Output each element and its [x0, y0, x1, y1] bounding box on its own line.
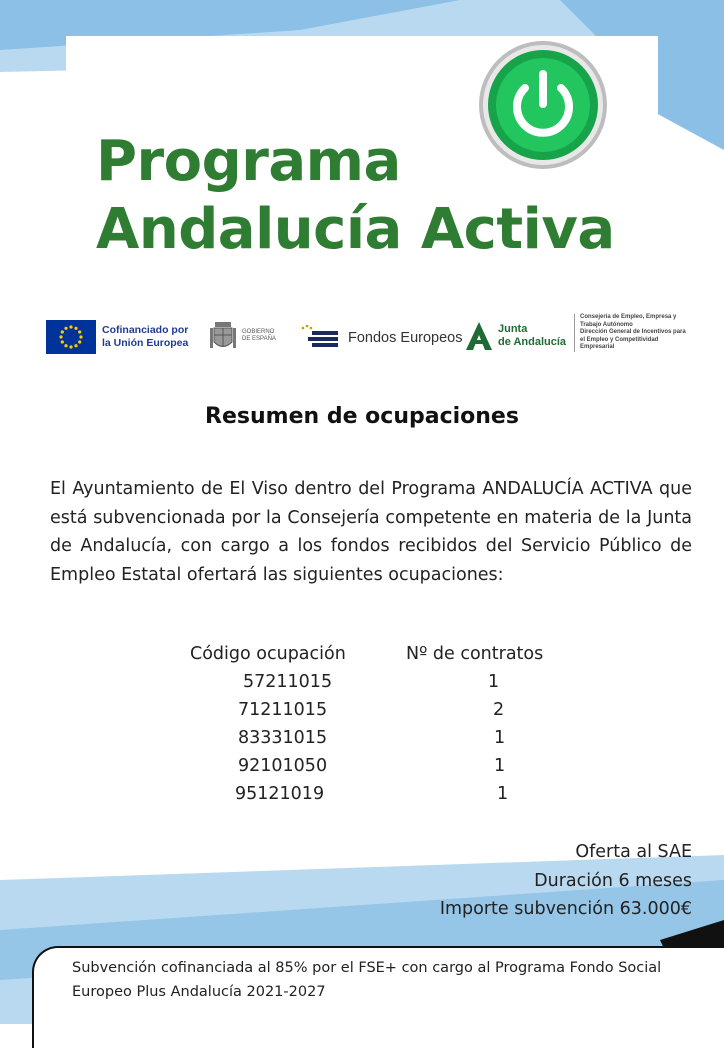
occupation-code: 71211015: [238, 700, 328, 720]
occupation-code: 57211015: [243, 672, 333, 692]
spain-crest-icon: [208, 318, 238, 354]
table-row: [0, 784, 724, 812]
junta-text: Junta de Andalucía: [498, 323, 567, 348]
sponsor-logos: [42, 310, 694, 368]
table-row: [0, 728, 724, 756]
header-code: Código ocupación: [190, 644, 346, 664]
table-row: [0, 700, 724, 728]
importe-text: Importe subvención 63.000€: [439, 899, 692, 919]
section-heading: Resumen de ocupaciones: [205, 404, 519, 429]
header-contracts: Nº de contratos: [406, 644, 544, 664]
table-row: [0, 672, 724, 700]
contract-count: 1: [494, 756, 506, 776]
consejeria-line-1: Consejería de Empleo, Empresa y Trabajo Autónomo: [580, 314, 677, 328]
consejeria-logo: [574, 314, 692, 352]
eu-flag-icon: [46, 320, 96, 354]
eu-logo: [46, 320, 188, 354]
gobierno-text: GOBIERNO DE ESPAÑA: [242, 329, 276, 342]
intro-paragraph: El Ayuntamiento de El Viso dentro del Programa ANDALUCÍA ACTIVA que está subvencionada por la Consejería competente en materia de la Junta de Andalucía, con cargo a los fondos recibidos del Servicio Público de Empleo Estatal ofertará las siguientes ocupaciones:: [50, 479, 692, 585]
contract-count: 1: [497, 784, 509, 804]
table-row: [0, 756, 724, 784]
consejeria-text: [574, 314, 692, 352]
occupation-code: 83331015: [238, 728, 328, 748]
contract-count: 2: [493, 700, 505, 720]
title-line-2: Andalucía Activa: [96, 197, 615, 262]
fondos-europeos-icon: [298, 324, 342, 352]
junta-andalucia-icon: [464, 320, 494, 352]
title-line-1: Programa: [96, 129, 401, 194]
occupation-code: 95121019: [235, 784, 325, 804]
consejeria-line-2: Dirección General de Incentivos para el Empleo y Competitividad Empresarial: [580, 329, 686, 350]
junta-logo: [464, 320, 566, 352]
fondos-europeos-text: Fondos Europeos: [348, 330, 463, 346]
gobierno-logo: [208, 318, 276, 354]
contract-count: 1: [494, 728, 506, 748]
duracion-text: Duración 6 meses: [534, 871, 692, 891]
power-icon: [476, 38, 610, 172]
occupation-code: 92101050: [238, 756, 328, 776]
oferta-text: Oferta al SAE: [575, 842, 692, 862]
eu-logo-text: Cofinanciado por la Unión Europea: [102, 324, 189, 349]
contract-count: 1: [488, 672, 500, 692]
footer-note: Subvención cofinanciada al 85% por el FSE+ con cargo al Programa Fondo Social Europeo Plus Andalucía 2021-2027: [72, 960, 662, 1000]
fondos-europeos-logo: [298, 324, 462, 352]
